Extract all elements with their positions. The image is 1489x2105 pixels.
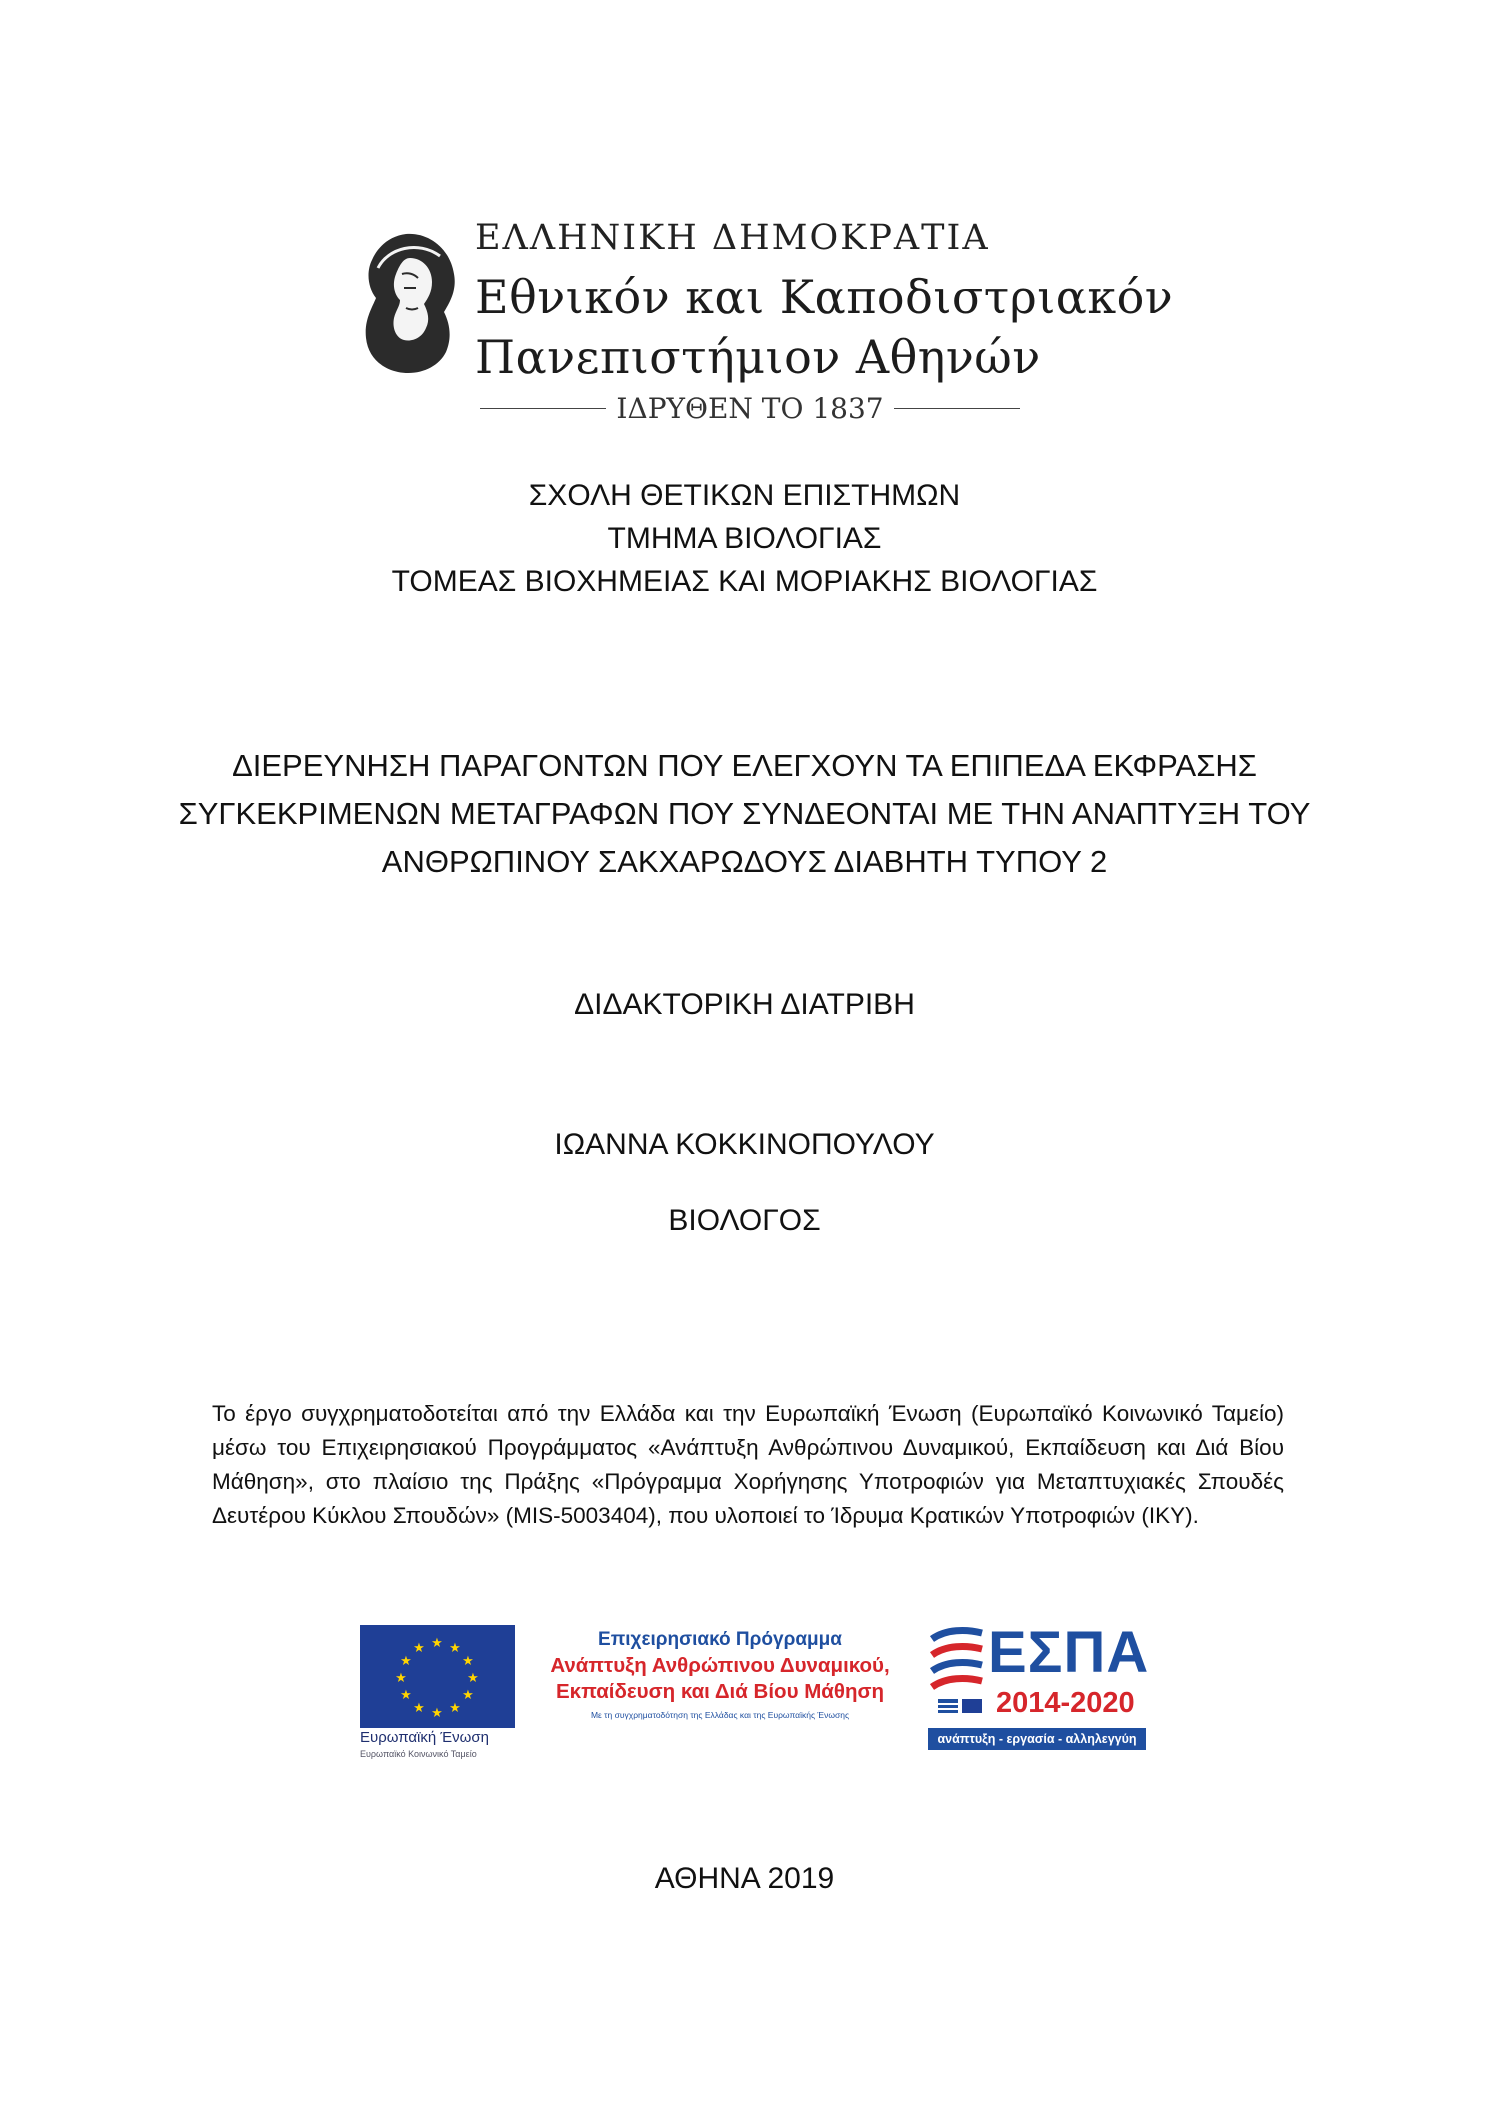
svg-text:★: ★	[431, 1636, 443, 1651]
eu-logo	[360, 1625, 515, 1759]
thesis-title-line: ΔΙΕΡΕΥΝΗΣΗ ΠΑΡΑΓΟΝΤΩΝ ΠΟΥ ΕΛΕΓΧΟΥΝ ΤΑ ΕΠΙΠΕΔΑ ΕΚΦΡΑΣΗΣ	[232, 748, 1257, 783]
republic-heading: ΕΛΛΗΝΙΚΗ ΔΗΜΟΚΡΑΤΙΑ	[475, 218, 990, 258]
svg-text:★: ★	[449, 1701, 461, 1716]
eu-flag-icon	[360, 1625, 515, 1728]
funding-statement: Το έργο συγχρηματοδοτείται από την Ελλάδα και την Ευρωπαϊκή Ένωση (Ευρωπαϊκό Κοινωνικό Ταμείο) μέσω του Επιχειρησιακού Προγράμματος «Ανάπτυξη Ανθρώπινου Δυναμικού, Εκπαίδευση και Διά Βίου Μάθηση», στο πλαίσιο της Πράξης «Πρόγραμμα Χορήγησης Υποτροφιών για Μεταπτυχιακές Σπουδές Δευτέρου Κύκλου Σπουδών» (MIS-5003404), που υλοποιεί το Ίδρυμα Κρατικών Υποτροφιών (ΙΚΥ).	[212, 1401, 1284, 1528]
svg-text:★: ★	[449, 1641, 461, 1656]
op-name-line1: Ανάπτυξη Ανθρώπινου Δυναμικού,	[550, 1654, 890, 1677]
svg-text:★: ★	[462, 1654, 474, 1669]
divider	[894, 408, 1020, 410]
op-cofunding-note: Με τη συγχρηματοδότηση της Ελλάδας και της Ευρωπαϊκής Ένωσης	[590, 1710, 850, 1720]
svg-text:★: ★	[400, 1688, 412, 1703]
operational-programme-logo	[525, 1627, 915, 1747]
thesis-title-line: ΣΥΓΚΕΚΡΙΜΕΝΩΝ ΜΕΤΑΓΡΑΦΩΝ ΠΟΥ ΣΥΝΔΕΟΝΤΑΙ ΜΕ ΤΗΝ ΑΝΑΠΤΥΞΗ ΤΟΥ	[178, 796, 1311, 831]
department-name: ΤΜΗΜΑ ΒΙΟΛΟΓΙΑΣ	[607, 522, 882, 555]
athena-emblem-icon	[358, 228, 463, 378]
university-name-line1: Εθνικόν και Καποδιστριακόν	[475, 270, 1174, 324]
espa-logo	[928, 1620, 1150, 1755]
svg-text:★: ★	[462, 1688, 474, 1703]
svg-text:★: ★	[467, 1671, 479, 1686]
espa-title: ΕΣΠΑ	[988, 1620, 1150, 1685]
svg-text:★: ★	[431, 1706, 443, 1721]
eu-flag-small-icon	[962, 1699, 982, 1713]
thesis-title-line: ΑΝΘΡΩΠΙΝΟΥ ΣΑΚΧΑΡΩΔΟΥΣ ΔΙΑΒΗΤΗ ΤΥΠΟΥ 2	[381, 844, 1108, 879]
divider	[480, 408, 606, 410]
degree-type: ΔΙΔΑΚΤΟΡΙΚΗ ΔΙΑΤΡΙΒΗ	[574, 988, 915, 1021]
svg-text:★: ★	[413, 1701, 425, 1716]
founded-line	[480, 392, 1020, 425]
author-name: ΙΩΑΝΝΑ ΚΟΚΚΙΝΟΠΟΥΛΟΥ	[554, 1128, 935, 1161]
section-name: ΤΟΜΕΑΣ ΒΙΟΧΗΜΕΙΑΣ ΚΑΙ ΜΟΡΙΑΚΗΣ ΒΙΟΛΟΓΙΑΣ	[391, 565, 1098, 598]
svg-text:★: ★	[395, 1671, 407, 1686]
op-name-line2: Εκπαίδευση και Διά Βίου Μάθηση	[555, 1680, 885, 1703]
espa-tagline: ανάπτυξη - εργασία - αλληλεγγύη	[928, 1728, 1146, 1750]
faculty-name: ΣΧΟΛΗ ΘΕΤΙΚΩΝ ΕΠΙΣΤΗΜΩΝ	[528, 479, 961, 512]
author-profession: ΒΙΟΛΟΓΟΣ	[668, 1204, 821, 1237]
school-block	[0, 474, 1489, 603]
eu-caption: Ευρωπαϊκή Ένωση	[360, 1729, 489, 1746]
thesis-title	[0, 742, 1489, 886]
eu-subcaption: Ευρωπαϊκό Κοινωνικό Ταμείο	[360, 1749, 477, 1759]
espa-stripes-icon	[928, 1625, 984, 1725]
university-name-line2: Πανεπιστήμιον Αθηνών	[475, 330, 1041, 384]
greek-flag-icon	[938, 1699, 958, 1713]
founded-text: ΙΔΡΥΘΕΝ ΤΟ 1837	[616, 392, 884, 425]
svg-text:★: ★	[413, 1641, 425, 1656]
espa-years: 2014-2020	[996, 1687, 1135, 1719]
svg-text:★: ★	[400, 1654, 412, 1669]
op-title: Επιχειρησιακό Πρόγραμμα	[598, 1629, 842, 1650]
place-and-year: ΑΘΗΝΑ 2019	[654, 1862, 835, 1895]
